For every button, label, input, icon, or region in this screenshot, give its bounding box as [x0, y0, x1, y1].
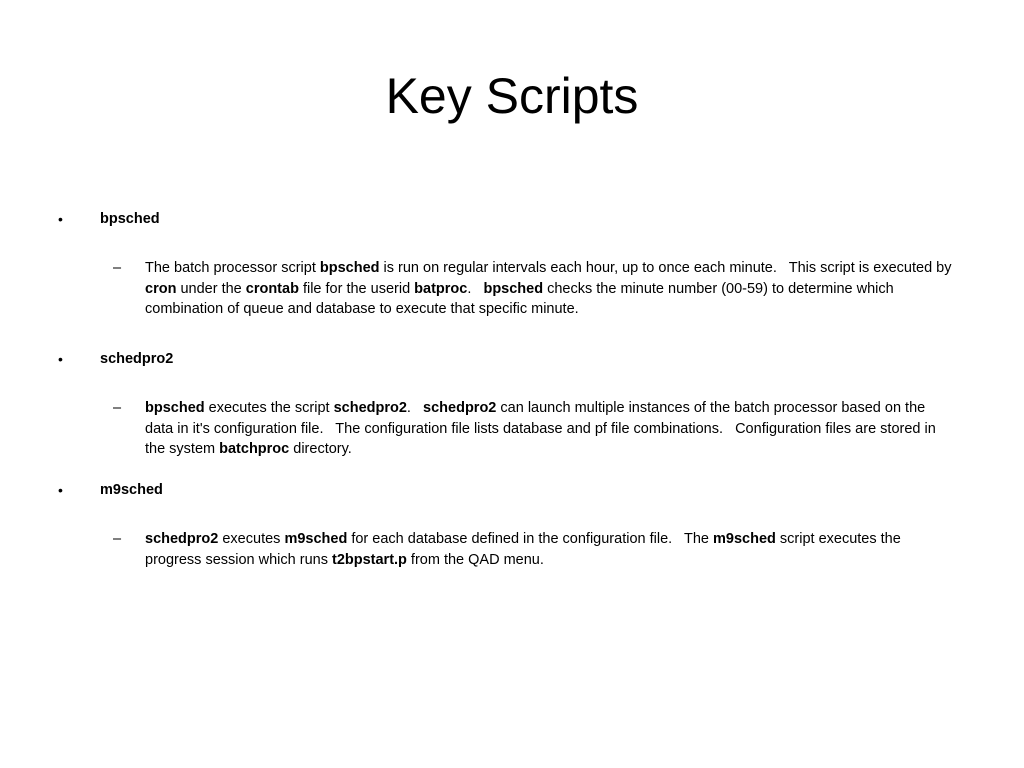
text-run: for each database defined in the configuration file. The: [347, 531, 714, 547]
bold-term: crontab: [245, 280, 299, 297]
bold-term: m9sched: [284, 531, 348, 547]
bullet-label: m9sched: [100, 482, 163, 498]
bold-term: bpsched: [483, 280, 544, 297]
bold-term: batchproc: [219, 441, 290, 457]
bullet-label: bpsched: [100, 211, 160, 227]
sub-item-text: [145, 258, 956, 320]
bold-term: bpsched: [319, 260, 380, 276]
bullet-icon: •: [58, 351, 63, 367]
text-run: under the: [176, 280, 246, 297]
bullet-icon: •: [58, 211, 63, 227]
slide-title: Key Scripts: [385, 68, 639, 124]
text-run: checks the minute number (00-59) to determine which combination of queue and database to execute that specific minute.: [145, 280, 898, 317]
dash-icon: –: [113, 531, 122, 547]
text-run: from the QAD menu.: [406, 551, 544, 568]
text-run: executes the script: [204, 400, 334, 416]
bold-term: batproc: [414, 280, 468, 297]
sub-item-text: [145, 398, 953, 460]
text-run: directory.: [289, 441, 352, 457]
text-run: file for the userid: [298, 280, 415, 297]
text-run: script executes the progress session which runs: [145, 531, 905, 568]
bullet-icon: •: [58, 482, 63, 498]
bold-term: m9sched: [713, 531, 776, 547]
dash-icon: –: [113, 260, 122, 276]
bold-term: bpsched: [145, 400, 205, 416]
bold-term: schedpro2: [333, 400, 407, 416]
dash-icon: –: [113, 400, 122, 416]
bold-term: schedpro2: [145, 531, 219, 547]
text-run: executes: [218, 531, 285, 547]
sub-item-text: [145, 529, 953, 570]
text-run: The batch processor script: [145, 260, 320, 276]
text-run: is run on regular intervals each hour, up to once each minute. This script is executed by: [379, 260, 956, 276]
text-run: .: [467, 280, 484, 297]
bold-term: t2bpstart.p: [331, 551, 407, 568]
bold-term: cron: [145, 280, 177, 297]
text-run: .: [406, 400, 424, 416]
bullet-label: schedpro2: [100, 351, 174, 367]
text-run: can launch multiple instances of the batch processor based on the data in it's configuration file. The configuration file lists database and pf file combinations. Configuration files are stored in the system: [145, 400, 940, 457]
bold-term: schedpro2: [423, 400, 497, 416]
